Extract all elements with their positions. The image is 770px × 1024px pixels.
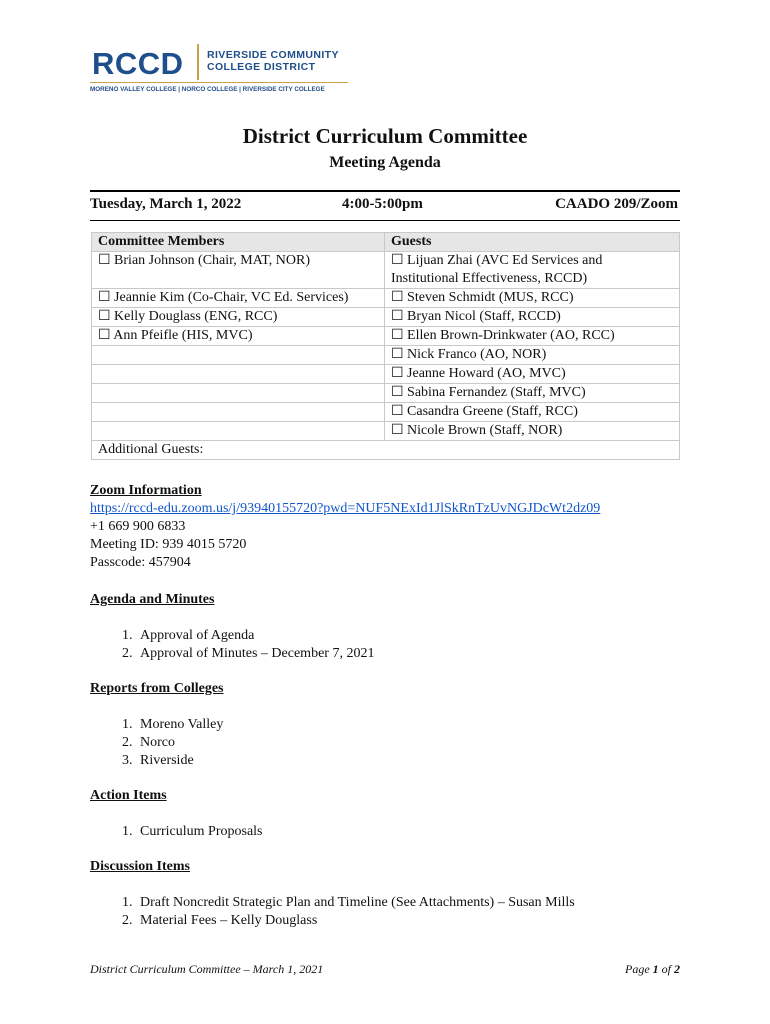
list-item: 2. Norco [136, 734, 224, 752]
guest-cell[interactable]: ☐ Casandra Greene (Staff, RCC) [385, 403, 680, 422]
guest-cell[interactable]: ☐ Nick Franco (AO, NOR) [385, 346, 680, 365]
logo-name-line1: RIVERSIDE COMMUNITY [207, 49, 339, 61]
table-row [92, 327, 680, 346]
member-cell [92, 365, 385, 384]
section-discussion-items [90, 858, 575, 930]
logo-colleges: MORENO VALLEY COLLEGE | NORCO COLLEGE | RIVERSIDE CITY COLLEGE [90, 86, 325, 93]
member-cell [92, 384, 385, 403]
section-agenda-minutes [90, 591, 374, 663]
list-item: 1. Draft Noncredit Strategic Plan and Timeline (See Attachments) – Susan Mills [136, 894, 575, 912]
page-total: 2 [674, 962, 680, 976]
members-header: Committee Members [92, 233, 385, 252]
table-row [92, 422, 680, 441]
table-row [92, 346, 680, 365]
list-item: 1. Moreno Valley [136, 716, 224, 734]
rccd-logo [90, 44, 350, 94]
additional-guests-label: Additional Guests: [92, 441, 680, 460]
guest-cell[interactable]: ☐ Ellen Brown-Drinkwater (AO, RCC) [385, 327, 680, 346]
zoom-link[interactable]: https://rccd-edu.zoom.us/j/93940155720?pwd=NUF5NExId1JlSkRnTzUvNGJDcWt2dz09 [90, 501, 601, 516]
member-cell [92, 346, 385, 365]
section-heading: Reports from Colleges [90, 681, 224, 696]
document-title: District Curriculum Committee [242, 124, 528, 148]
zoom-heading: Zoom Information [90, 483, 202, 498]
member-cell[interactable]: ☐ Kelly Douglass (ENG, RCC) [92, 308, 385, 327]
additional-guests-row [92, 441, 680, 460]
table-row [92, 252, 680, 289]
member-cell [92, 422, 385, 441]
section-heading: Action Items [90, 788, 167, 803]
logo-rule [90, 82, 348, 83]
guests-header: Guests [385, 233, 680, 252]
attendance-header-row [92, 233, 680, 252]
member-cell[interactable]: ☐ Jeannie Kim (Co-Chair, VC Ed. Services) [92, 289, 385, 308]
meeting-date: Tuesday, March 1, 2022 [90, 196, 242, 212]
document-subtitle: Meeting Agenda [329, 154, 441, 171]
list-item: 2. Material Fees – Kelly Douglass [136, 912, 575, 930]
list-item: 1. Approval of Agenda [136, 627, 374, 645]
table-row [92, 384, 680, 403]
agenda-list [90, 627, 374, 663]
discussion-list [90, 894, 575, 930]
guest-cell[interactable]: ☐ Steven Schmidt (MUS, RCC) [385, 289, 680, 308]
member-cell[interactable]: ☐ Ann Pfeifle (HIS, MVC) [92, 327, 385, 346]
list-item: 3. Riverside [136, 752, 224, 770]
zoom-phone: +1 669 900 6833 [90, 519, 186, 534]
page-of: of [658, 962, 674, 976]
guest-cell[interactable]: ☐ Nicole Brown (Staff, NOR) [385, 422, 680, 441]
table-row [92, 308, 680, 327]
logo-name-line2: COLLEGE DISTRICT [207, 61, 316, 73]
zoom-meeting-id: Meeting ID: 939 4015 5720 [90, 537, 247, 552]
page-number [625, 962, 680, 977]
meeting-time: 4:00-5:00pm [342, 196, 423, 212]
guest-cell[interactable]: ☐ Bryan Nicol (Staff, RCCD) [385, 308, 680, 327]
section-heading: Agenda and Minutes [90, 592, 215, 607]
guest-cell[interactable]: ☐ Jeanne Howard (AO, MVC) [385, 365, 680, 384]
section-reports-colleges [90, 680, 224, 770]
footer-title: District Curriculum Committee – March 1, 2021 [90, 962, 324, 976]
guest-cell[interactable]: ☐ Sabina Fernandez (Staff, MVC) [385, 384, 680, 403]
section-heading: Discussion Items [90, 859, 190, 874]
meeting-location: CAADO 209/Zoom [555, 196, 678, 212]
member-cell[interactable]: ☐ Brian Johnson (Chair, MAT, NOR) [92, 252, 385, 289]
logo-district-name [207, 49, 339, 73]
table-row [92, 365, 680, 384]
logo-divider [197, 44, 199, 80]
zoom-info [90, 482, 600, 572]
action-list [90, 823, 263, 841]
section-action-items [90, 787, 263, 841]
table-row [92, 289, 680, 308]
list-item: 1. Curriculum Proposals [136, 823, 263, 841]
logo-abbreviation: RCCD [92, 46, 184, 81]
page-current: 1 [652, 962, 659, 976]
member-cell [92, 403, 385, 422]
reports-list [90, 716, 224, 770]
zoom-passcode: Passcode: 457904 [90, 555, 191, 570]
table-row [92, 403, 680, 422]
attendance-table [91, 232, 680, 460]
list-item: 2. Approval of Minutes – December 7, 2021 [136, 645, 374, 663]
meeting-info-row [90, 190, 680, 221]
guest-cell[interactable]: ☐ Lijuan Zhai (AVC Ed Services and Institutional Effectiveness, RCCD) [385, 252, 680, 289]
page-prefix: Page [625, 962, 653, 976]
